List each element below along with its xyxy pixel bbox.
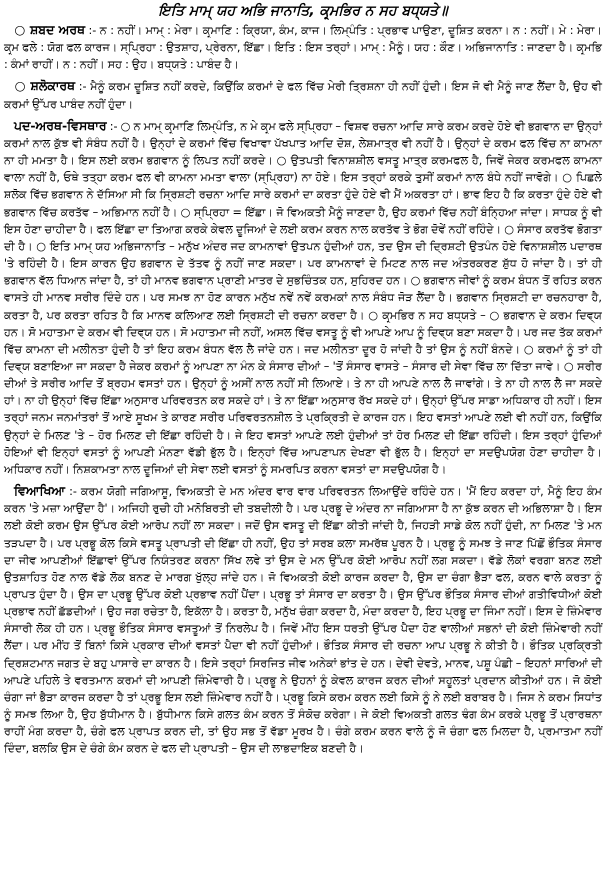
section-text-shabad-arth: :- ਨ : ਨਹੀਂ। ਮਾਮ੍ : ਮੇਰਾ। ਕਰ੍ਮਾਣਿ : ਕ੍ਰਿਯਾ, ਕੰਮ, ਕਾਜ। ਲਿਮ੍ਪੰਤਿ : ਪ੍ਰਭਾਵ ਪਾਉਣਾ, ਦੂਸ਼ਿਤ ਕਰਨਾ। ਨ : ਨਹੀਂ। ਮੇ : ਮੇਰਾ। ਕਰ੍ਮ ਫਲੇ : ਯੋਗ ਫਲ ਕਾਰਜ। ਸ੍ਪ੍ਰਿਹਾ : ਉਤਸ਼ਾਹ, ਪ੍ਰੇਰਨਾ, ਇੱਛਾ। ਇਤਿ : ਇਸ ਤਰ੍ਹਾਂ। ਮਾਮ੍ : ਮੈਨੂੰ। ਯਹ : ਕੌਣ। ਅਭਿਜਾਨਾਤਿ : ਜਾਣਦਾ ਹੈ। ਕਰ੍ਮਭਿ : ਕੰਮਾਂ ਰਾਹੀਂ। ਨ : ਨਹੀਂ। ਸਹ : ਉਹ। ਬਧ੍ਯਤੇ : ਪਾਬੰਦ ਹੈ।	[4, 24, 603, 72]
section-heading-shlokarth: ○ ਸ਼ਲੋਕਾਰਥ	[14, 78, 76, 94]
section-heading-viakhia: ਵਿਆਖਿਆ	[14, 483, 66, 499]
section-shabad-arth	[4, 21, 602, 73]
section-text-pad-arth: :- ○ ਨ ਮਾਮ੍ ਕਰ੍ਮਾਣਿ ਲਿਮ੍ਪੰਤਿ, ਨ ਮੇ ਕਰ੍ਮ ਫਲੇ ਸ੍ਪ੍ਰਿਹਾ – ਵਿਸ਼ਵ ਰਚਨਾ ਆਦਿ ਸਾਰੇ ਕਰਮ ਕਰਦੇ ਹੋਏ ਵੀ ਭਗਵਾਨ ਦਾ ਉਨ੍ਹਾਂ ਕਰਮਾਂ ਨਾਲ ਕੁੱਝ ਵੀ ਸੰਬੰਧ ਨਹੀਂ ਹੈ। ਉਨ੍ਹਾਂ ਦੇ ਕਰਮਾਂ ਵਿੱਚ ਵਿਖਾਵਾ ਪੱਖਪਾਤ ਆਦਿ ਦੋਸ਼, ਲੇਸ਼ਮਾਤ੍ਰ ਵੀ ਨਹੀਂ ਹੈ। ਉਨ੍ਹਾਂ ਦੇ ਕਰਮ ਫਲ ਵਿੱਚ ਨਾ ਕਾਮਨਾ ਨਾ ਹੀ ਮਮਤਾ ਹੈ। ਇਸ ਲਈ ਕਰਮ ਭਗਵਾਨ ਨੂੰ ਲਿਪਤ ਨਹੀਂ ਕਰਦੇ। ○ ਉਤਪਤੀ ਵਿਨਾਸ਼ਸ਼ੀਲ ਵਸਤੂ ਮਾਤ੍ਰ ਕਰਮਫਲ ਹੈ, ਜਿਵੇਂ ਜੇਕਰ ਕਰਮਫਲ ਕਾਮਨਾ ਵਾਲਾ ਨਹੀਂ ਹੈ, ਓਥੇ ਤਤ੍ਹਾ ਕਰਮ ਫਲ ਵੀ ਕਾਮਨਾ ਮਮਤਾ ਵਾਲਾ (ਸ੍ਪ੍ਰਿਹਾ) ਨਾ ਹੋਏ। ਇਸ ਤਰ੍ਹਾਂ ਕਰਕੇ ਤੁਸੀਂ ਕਰਮਾਂ ਨਾਲ ਬੰਧੇ ਨਹੀਂ ਜਾਵੋਗੇ। ○ ਪਿਛਲੇ ਸ਼ਲੋਕ ਵਿੱਚ ਭਗਵਾਨ ਨੇ ਦੱਸਿਆ ਸੀ ਕਿ ਸ੍ਰਿਸ਼ਟੀ ਰਚਨਾ ਆਦਿ ਸਾਰੇ ਕਰਮਾਂ ਦਾ ਕਰਤਾ ਹੁੰਦੇ ਹੋਏ ਵੀ ਮੈਂ ਅਕਰਤਾ ਹਾਂ। ਭਾਵ ਇਹ ਹੈ ਕਿ ਕਰਤਾ ਹੁੰਦੇ ਹੋਏ ਵੀ ਭਗਵਾਨ ਵਿੱਚ ਕਰਤੱਵ – ਅਭਿਮਾਨ ਨਹੀਂ ਹੈ। ○ ਸ੍ਪ੍ਰਿਹਾ = ਇੱਛਾ। ਜੋ ਵਿਅਕਤੀ ਮੈਨੂੰ ਜਾਣਦਾ ਹੈ, ਉਹ ਕਰਮਾਂ ਵਿੱਚ ਨਹੀਂ ਬੰਨ੍ਹਿਆ ਜਾਂਦਾ। ਸਾਧਕ ਨੂੰ ਵੀ ਇਸ ਹੋਣਾ ਚਾਹੀਦਾ ਹੈ। ਫਲ ਇੱਛਾ ਦਾ ਤਿਆਗ ਕਰਕੇ ਕੇਵਲ ਦੂਜਿਆਂ ਦੇ ਲਈ ਕਰਮ ਕਰਨ ਨਾਲ ਕਰਤੱਵ ਤੇ ਭੋਗ ਦੋਵੇਂ ਨਹੀਂ ਰਹਿੰਦੇ। ○ ਸੰਸਾਰ ਕਰਤੱਵ ਭੋਗਤਾ ਦੀ ਹੈ। ○ ਇਤਿ ਮਾਮ੍ ਯਹ ਅਭਿਜਾਨਾਤਿ – ਮਨੁੱਖ ਅੰਦਰ ਜਦ ਕਾਮਨਾਵਾਂ ਉਤਪਨ ਹੁੰਦੀਆਂ ਹਨ, ਤਦ ਉਸ ਦੀ ਦ੍ਰਿਸ਼ਟੀ ਉਤਪੰਨ ਹੋਏ ਵਿਨਾਸ਼ਸ਼ੀਲ ਪਦਾਰਥ 'ਤੇ ਰਹਿੰਦੀ ਹੈ। ਇਸ ਕਾਰਨ ਉਹ ਭਗਵਾਨ ਦੇ ਤੱਤਵ ਨੂੰ ਨਹੀਂ ਜਾਣ ਸਕਦਾ। ਪਰ ਕਾਮਨਾਵਾਂ ਦੇ ਮਿਟਣ ਨਾਲ ਜਦ ਅੰਤਰਕਰਣ ਸ਼ੁੱਧ ਹੋ ਜਾਂਦਾ ਹੈ। ਤਾਂ ਹੀ ਭਗਵਾਨ ਵੱਲ ਧਿਆਨ ਜਾਂਦਾ ਹੈ, ਤਾਂ ਹੀ ਮਾਨਵ ਭਗਵਾਨ ਪ੍ਰਾਣੀ ਮਾਤਰ ਦੇ ਸੁਭਚਿੰਤਕ ਹਨ, ਸੁਹਿਰਦ ਹਨ। ○ ਭਗਵਾਨ ਜੀਵਾਂ ਨੂੰ ਕਰਮ ਬੰਧਨ ਤੋਂ ਰਹਿਤ ਕਰਨ ਵਾਸਤੇ ਹੀ ਮਾਨਵ ਸਰੀਰ ਦਿੰਦੇ ਹਨ। ਪਰ ਸਮਝ ਨਾ ਹੋਣ ਕਾਰਨ ਮਨੁੱਖ ਨਵੇਂ ਨਵੇਂ ਕਰਮਕਾਂ ਨਾਲ ਸੰਬੰਧ ਜੋੜ ਲੈਂਦਾ ਹੈ। ਭਗਵਾਨ ਸ੍ਰਿਸ਼ਟੀ ਦਾ ਰਚਨਹਾਰਾ ਹੈ, ਕਰਤਾ ਹੈ, ਪਰ ਕਰਤਾ ਰਹਿਤ ਹੈ ਕਿ ਮਾਨਵ ਕਲਿਆਣ ਲਈ ਸ੍ਰਿਸ਼ਟੀ ਦੀ ਰਚਨਾ ਕਰਦਾ ਹੈ। ○ ਕਰ੍ਮਭਿਰ ਨ ਸਹ ਬਧ੍ਯਤੇ – ○ ਭਗਵਾਨ ਦੇ ਕਰਮ ਦਿਵ੍ਯ ਹਨ। ਸੋ ਮਹਾਤਮਾ ਦੇ ਕਰਮ ਵੀ ਦਿਵ੍ਯ ਹਨ। ਸੋ ਮਹਾਤਮਾ ਜੀ ਨਹੀਂ, ਅਸਲ ਵਿੱਚ ਵਸਤੂ ਨੂੰ ਵੀ ਆਪਣੇ ਆਪ ਨੂੰ ਦਿਵ੍ਯ ਬਣਾ ਸਕਦਾ ਹੈ। ਪਰ ਜਦ ਤੱਕ ਕਰਮਾਂ ਵਿੱਚ ਕਾਮਨਾ ਦੀ ਮਲੀਨਤਾ ਹੁੰਦੀ ਹੈ ਤਾਂ ਇਹ ਕਰਮ ਬੰਧਨ ਵੱਲ ਲੈ ਜਾਂਦੇ ਹਨ। ਜਦ ਮਲੀਨਤਾ ਦੂਰ ਹੋ ਜਾਂਦੀ ਹੈ ਤਾਂ ਉਸ ਨੂੰ ਨਹੀਂ ਬੰਨਦੇ। ○ ਕਰਮਾਂ ਨੂੰ ਤਾਂ ਹੀ ਦਿਵ੍ਯ ਬਣਾਇਆ ਜਾ ਸਕਦਾ ਹੈ ਜੇਕਰ ਕਰਮਾਂ ਨੂੰ ਆਪਣਾ ਨਾ ਮੰਨ ਕੇ ਸੰਸਾਰ ਦੀਆਂ – 'ਤੋਂ ਸੰਸਾਰ ਵਾਸਤੇ – ਸੰਸਾਰ ਦੀ ਸੇਵਾ ਵਿੱਚ ਲਾ ਦਿੱਤਾ ਜਾਵੇ। ○ ਸਰੀਰ ਦੀਆਂ ਤੇ ਸਰੀਰ ਆਦਿ ਤੋਂ ਬ੍ਰਹਮ ਵਸਤਾਂ ਹਨ। ਉਨ੍ਹਾਂ ਨੂੰ ਅਸੀਂ ਨਾਲ ਨਹੀਂ ਸੀ ਲਿਆਏ। ਤੇ ਨਾ ਹੀ ਆਪਣੇ ਨਾਲ ਲੈ ਜਾਵਾਂਗੇ। ਤੇ ਨਾ ਹੀ ਨਾਲ ਲੈ ਜਾ ਸਕਦੇ ਹਾਂ। ਨਾ ਹੀ ਉਨ੍ਹਾਂ ਵਿੱਚ ਇੱਛਾ ਅਨੁਸਾਰ ਪਰਿਵਰਤਨ ਕਰ ਸਕਦੇ ਹਾਂ। ਤੇ ਨਾ ਇੱਛਾ ਅਨੁਸਾਰ ਰੱਖ ਸਕਦੇ ਹਾਂ। ਉਨ੍ਹਾਂ ਉੱਪਰ ਸਾਡਾ ਅਧਿਕਾਰ ਹੀ ਨਹੀਂ। ਇਸ ਤਰ੍ਹਾਂ ਜਨਮ ਜਨਮਾਂਤਰਾਂ ਤੋਂ ਆਏ ਸੂਖਮ ਤੇ ਕਾਰਣ ਸਰੀਰ ਪਰਿਵਰਤਨਸ਼ੀਲ ਤੇ ਪ੍ਰਕ੍ਰਿਤੀ ਦੇ ਕਾਰਜ ਹਨ। ਇਹ ਵਸਤਾਂ ਆਪਣੇ ਲਈ ਵੀ ਨਹੀਂ ਹਨ, ਕਿਉਂਕਿ ਉਨ੍ਹਾਂ ਦੇ ਮਿਲਣ 'ਤੇ – ਹੋਰ ਮਿਲਣ ਦੀ ਇੱਛਾ ਰਹਿੰਦੀ ਹੈ। ਜੇ ਇਹ ਵਸਤਾਂ ਆਪਣੇ ਲਈ ਹੁੰਦੀਆਂ ਤਾਂ ਹੋਰ ਮਿਲਣ ਦੀ ਇੱਛਾ ਰਹਿੰਦੀ। ਇਸ ਤਰ੍ਹਾਂ ਹੁੰਦਿਆਂ ਹੋਇਆਂ ਵੀ ਇਨ੍ਹਾਂ ਵਸਤਾਂ ਨੂੰ ਆਪਣੀ ਮੰਨਣਾ ਵੱਡੀ ਭੁੱਲ ਹੈ। ਇਨ੍ਹਾਂ ਵਿੱਚ ਆਪਣਾਪਨ ਦੇਖਣਾ ਵੀ ਭੁੱਲ ਹੈ। ਇਨ੍ਹਾਂ ਦਾ ਸਦਉਪਯੋਗ ਹੋਣਾ ਚਾਹੀਦਾ ਹੈ। ਅਧਿਕਾਰ ਨਹੀਂ। ਨਿਸ਼ਕਾਮਤਾ ਨਾਲ ਦੂਜਿਆਂ ਦੀ ਸੇਵਾ ਲਈ ਵਸਤਾਂ ਨੂੰ ਸਮਰਪਿਤ ਕਰਨਾ ਵਸਤਾਂ ਦਾ ਸਦਉਪਯੋਗ ਹੈ।	[4, 119, 603, 476]
section-text-viakhia: :- ਕਰਮ ਯੋਗੀ ਜਗਿਆਸੂ, ਵਿਅਕਤੀ ਦੇ ਮਨ ਅੰਦਰ ਵਾਰ ਵਾਰ ਪਰਿਵਰਤਨ ਲਿਆਉਂਦੇ ਰਹਿੰਦੇ ਹਨ। 'ਮੈਂ ਇਹ ਕਰਦਾ ਹਾਂ, ਮੈਨੂੰ ਇਹ ਕੰਮ ਕਰਨ 'ਤੇ ਮਜ਼ਾ ਆਉਂਦਾ ਹੈ'। ਅਜਿਹੀ ਰੁਚੀ ਹੀ ਮਨੋਬਿਰਤੀ ਦੀ ਤਬਦੀਲੀ ਹੈ। ਪਰ ਪ੍ਰਭੂ ਦੇ ਅੰਦਰ ਨਾ ਜਗਿਆਸਾ ਹੈ ਨਾ ਕੁੱਝ ਕਰਨ ਦੀ ਅਭਿਲਾਸ਼ਾ ਹੈ। ਇਸ ਲਈ ਕੋਈ ਕਰਮ ਉਸ ਉੱਪਰ ਕੋਈ ਆਰੋਪ ਨਹੀਂ ਲਾ ਸਕਦਾ। ਜਦੋਂ ਉਸ ਵਸਤੂ ਦੀ ਇੱਛਾ ਕੀਤੀ ਜਾਂਦੀ ਹੈ, ਜਿਹੜੀ ਸਾਡੇ ਕੋਲ ਨਹੀਂ ਹੁੰਦੀ, ਨਾ ਮਿਲਣ 'ਤੇ ਮਨ ਤੜਪਦਾ ਹੈ। ਪਰ ਪ੍ਰਭੂ ਕੋਲ ਕਿਸੇ ਵਸਤੂ ਪ੍ਰਾਪਤੀ ਦੀ ਇੱਛਾ ਹੀ ਨਹੀਂ, ਉਹ ਤਾਂ ਸਰਬ ਕਲਾ ਸਮਰੱਥ ਪੂਰਨ ਹੈ। ਪ੍ਰਭੂ ਨੂੰ ਸਮਝ ਤੇ ਜਾਣ ਪਿੱਛੋਂ ਭੌਤਿਕ ਸੰਸਾਰ ਦਾ ਜੀਵ ਆਪਣੀਆਂ ਇੱਛਾਵਾਂ ਉੱਪਰ ਨਿਯੰਤਰਣ ਕਰਨਾ ਸਿੱਖ ਲਵੇ ਤਾਂ ਉਸ ਦੇ ਮਨ ਉੱਪਰ ਕੋਈ ਆਰੋਪ ਨਹੀਂ ਲਗ ਸਕਦਾ। ਵੱਡੇ ਲੋਕਾਂ ਵਰਗਾ ਬਨਣ ਲਈ ਉਤਸ਼ਾਹਿਤ ਹੋਣ ਨਾਲ ਵੱਡੇ ਲੋਕ ਬਨਣ ਦੇ ਮਾਰਗ ਖੁੱਲ੍ਹ ਜਾਂਦੇ ਹਨ। ਜੋ ਵਿਅਕਤੀ ਕੋਈ ਕਾਰਜ ਕਰਦਾ ਹੈ, ਉਸ ਦਾ ਚੰਗਾ ਭੈੜਾ ਫਲ, ਕਰਨ ਵਾਲੇ ਕਰਤਾ ਨੂੰ ਪ੍ਰਾਪਤ ਹੁੰਦਾ ਹੈ। ਉਸ ਦਾ ਪ੍ਰਭੂ ਉੱਪਰ ਕੋਈ ਪ੍ਰਭਾਵ ਨਹੀਂ ਪੈਂਦਾ। ਪ੍ਰਭੂ ਤਾਂ ਸੰਸਾਰ ਦਾ ਕਰਤਾ ਹੈ। ਉਸ ਉੱਪਰ ਭੌਤਿਕ ਸੰਸਾਰ ਦੀਆਂ ਗਤੀਵਿਧੀਆਂ ਕੋਈ ਪ੍ਰਭਾਵ ਨਹੀਂ ਛੱਡਦੀਆਂ। ਉਹ ਜਗ ਰਚੇਤਾ ਹੈ, ਇਕੱਲਾ ਹੈ। ਕਰਤਾ ਹੈ, ਮਨੁੱਖ ਚੰਗਾ ਕਰਦਾ ਹੈ, ਮੰਦਾ ਕਰਦਾ ਹੈ, ਇਹ ਪ੍ਰਭੂ ਦਾ ਜਿੰਮਾ ਨਹੀਂ। ਇਸ ਦੇ ਜ਼ਿੰਮੇਵਾਰ ਸੰਸਾਰੀ ਲੋਕ ਹੀ ਹਨ। ਪ੍ਰਭੂ ਭੌਤਿਕ ਸੰਸਾਰ ਵਸਤੂਆਂ ਤੋਂ ਨਿਰਲੇਪ ਹੈ। ਜਿਵੇਂ ਮੀਂਹ ਇਸ ਧਰਤੀ ਉੱਪਰ ਪੈਦਾ ਹੋਣ ਵਾਲੀਆਂ ਸਭਨਾਂ ਦੀ ਕੋਈ ਜ਼ਿੰਮੇਵਾਰੀ ਨਹੀਂ ਲੈਂਦਾ। ਪਰ ਮੀਂਹ ਤੋਂ ਬਿਨਾਂ ਕਿਸੇ ਪ੍ਰਕਾਰ ਦੀਆਂ ਵਸਤਾਂ ਪੈਦਾ ਵੀ ਨਹੀਂ ਹੁੰਦੀਆਂ। ਭੌਤਿਕ ਸੰਸਾਰ ਦੀ ਰਚਨਾ ਆਪ ਪ੍ਰਭੂ ਨੇ ਕੀਤੀ ਹੈ। ਭੌਤਿਕ ਪ੍ਰਕ੍ਰਿਤੀ ਦ੍ਰਿਸ਼ਟਮਾਨ ਜਗਤ ਦੇ ਬਹੁ ਪਾਸਾਰੇ ਦਾ ਕਾਰਨ ਹੈ। ਇਸੇ ਤਰ੍ਹਾਂ ਸਿਰਜਿਤ ਜੀਵ ਅਨੇਕਾਂ ਭਾਂਤ ਦੇ ਹਨ। ਦੇਵੀ ਦੇਵਤੇ, ਮਾਨਵ, ਪਸ਼ੂ ਪੰਛੀ – ਇਹਨਾਂ ਸਾਰਿਆਂ ਦੀ ਆਪਣੇ ਪਹਿਲੇ ਤੇ ਵਰਤਮਾਨ ਕਰਮਾਂ ਦੀ ਆਪਣੀ ਜ਼ਿੰਮੇਵਾਰੀ ਹੈ। ਪ੍ਰਭੂ ਨੇ ਉਹਨਾਂ ਨੂੰ ਕੇਵਲ ਕਾਰਜ ਕਰਨ ਦੀਆਂ ਸਹੂਲਤਾਂ ਪ੍ਰਦਾਨ ਕੀਤੀਆਂ ਹਨ। ਜੋ ਕੋਈ ਚੰਗਾ ਜਾਂ ਭੈੜਾ ਕਾਰਜ ਕਰਦਾ ਹੈ ਤਾਂ ਪ੍ਰਭੂ ਇਸ ਲਈ ਜ਼ਿੰਮੇਵਾਰ ਨਹੀਂ ਹੈ। ਪ੍ਰਭੂ ਕਿਸੇ ਕਰਮ ਕਰਨ ਲਈ ਕਿਸੇ ਨੂੰ ਨੇ ਲਈ ਬਰਾਬਰ ਹੈ। ਜਿਸ ਨੇ ਕਰਮ ਸਿਧਾਂਤ ਨੂੰ ਸਮਝ ਲਿਆ ਹੈ, ਉਹ ਬੁੱਧੀਮਾਨ ਹੈ। ਬੁੱਧੀਮਾਨ ਕਿਸੇ ਗਲਤ ਕੰਮ ਕਰਨ ਤੋਂ ਸੰਕੋਚ ਕਰੇਗਾ। ਜੇ ਕੋਈ ਵਿਅਕਤੀ ਗਲਤ ਢੰਗ ਕੰਮ ਕਰਕੇ ਪ੍ਰਭੂ ਤੋਂ ਪ੍ਰਾਰਥਨਾ ਰਾਹੀਂ ਮੰਗ ਕਰਦਾ ਹੈ, ਚੰਗੇ ਫਲ ਪ੍ਰਾਪਤ ਕਰਨ ਦੀ, ਤਾਂ ਉਹ ਸਭ ਤੋਂ ਵੱਡਾ ਮੂਰਖ ਹੈ। ਚੰਗੇ ਕਰਮ ਕਰਨ ਵਾਲੇ ਨੂੰ ਜੋ ਚੰਗਾ ਫਲ ਮਿਲਦਾ ਹੈ, ਪ੍ਰਮਾਤਮਾ ਨਹੀਂ ਦਿੰਦਾ, ਬਲਕਿ ਉਸ ਦੇ ਚੰਗੇ ਕੰਮ ਕਰਨ ਦੇ ਫਲ ਦੀ ਪ੍ਰਾਪਤੀ – ਉਸ ਦੀ ਲਾਭਦਾਇਕ ਬਣਦੀ ਹੈ।	[4, 485, 603, 756]
section-pad-arth	[4, 117, 602, 478]
section-viakhia	[4, 482, 602, 758]
section-text-shlokarth: :- ਮੈਨੂੰ ਕਰਮ ਦੂਸ਼ਿਤ ਨਹੀਂ ਕਰਦੇ, ਕਿਉਂਕਿ ਕਰਮਾਂ ਦੇ ਫਲ ਵਿੱਚ ਮੇਰੀ ਤ੍ਰਿਸ਼ਨਾ ਹੀ ਨਹੀਂ ਹੁੰਦੀ। ਇਸ ਜੋ ਵੀ ਮੈਨੂੰ ਜਾਣ ਲੈਂਦਾ ਹੈ, ਉਹ ਵੀ ਕਰਮਾਂ ਉੱਪਰ ਪਾਬੰਦ ਨਹੀਂ ਹੁੰਦਾ।	[4, 80, 602, 111]
section-shlokarth	[4, 77, 602, 112]
section-heading-pad-arth: ਪਦ-ਅਰਥ-ਵਿਸਥਾਰ	[14, 117, 107, 133]
section-heading-shabad-arth: ○ ਸ਼ਬਦ ਅਰਥ	[14, 22, 86, 37]
page-title: ਇਤਿ ਮਾਮ੍ ਯਹ ਅਭਿ ਜਾਨਾਤਿ, ਕਰ੍ਮਭਿਰ ਨ ਸਹ ਬਧ੍ਯਤੇ॥	[158, 3, 448, 19]
